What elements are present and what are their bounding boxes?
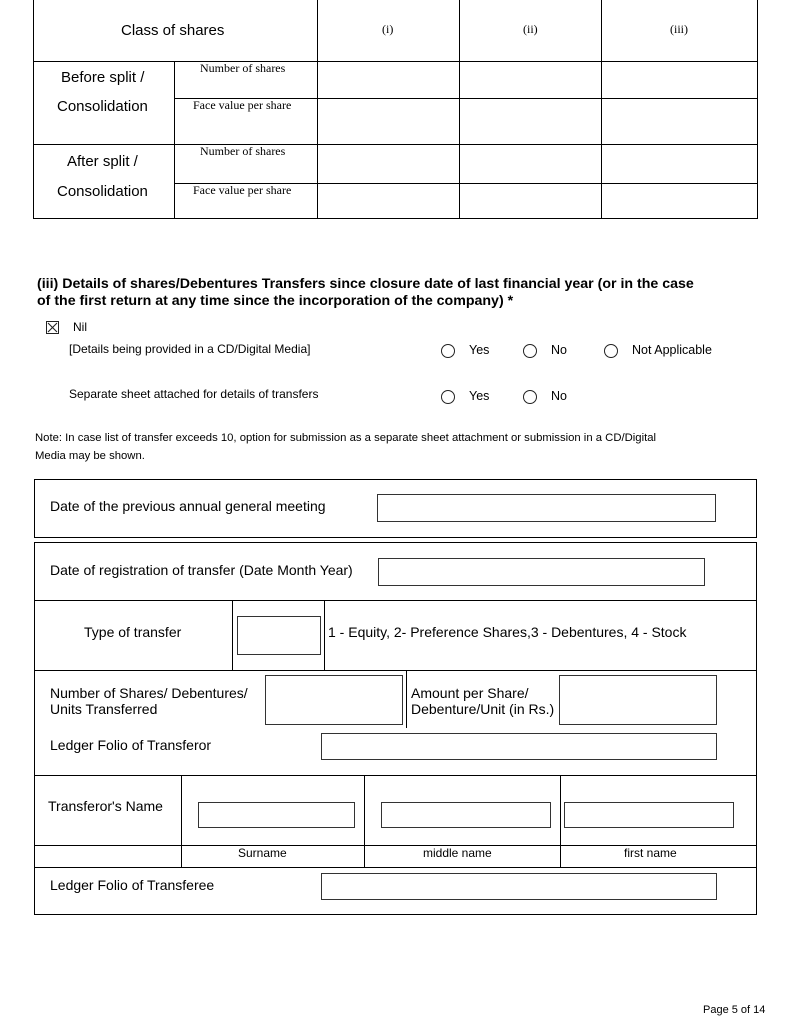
section-heading-line1: (iii) Details of shares/Debentures Transfers since closure date of last financial year (or in the case xyxy=(37,276,694,292)
first-name-caption: first name xyxy=(624,846,677,860)
sheet-no-label: No xyxy=(551,389,567,403)
middle-name-caption: middle name xyxy=(423,846,492,860)
ledger-transferor-label: Ledger Folio of Transferor xyxy=(50,737,212,753)
before-num-i-cell[interactable] xyxy=(318,62,459,98)
page-number: Page 5 of 14 xyxy=(703,1004,766,1016)
ledger-transferee-input[interactable] xyxy=(321,873,717,900)
after-face-value-label: Face value per share xyxy=(193,183,292,197)
col-header-ii: (ii) xyxy=(523,22,538,36)
before-face-iii-cell[interactable] xyxy=(602,99,757,144)
nil-label: Nil xyxy=(73,320,87,334)
after-face-ii-cell[interactable] xyxy=(460,184,601,218)
note-line2: Media may be shown. xyxy=(35,450,145,462)
ledger-transferee-label: Ledger Folio of Transferee xyxy=(50,877,215,893)
cd-na-radio[interactable] xyxy=(604,344,618,358)
amount-per-share-input[interactable] xyxy=(559,675,717,725)
amount-per-share-label-2: Debenture/Unit (in Rs.) xyxy=(411,701,555,717)
separate-sheet-label: Separate sheet attached for details of transfers xyxy=(69,387,319,401)
units-transferred-label-2: Units Transferred xyxy=(50,701,158,717)
transferor-surname-input[interactable] xyxy=(198,802,355,828)
before-face-value-label: Face value per share xyxy=(193,98,292,112)
cd-media-label: [Details being provided in a CD/Digital Media] xyxy=(69,342,311,356)
cd-no-radio[interactable] xyxy=(523,344,537,358)
surname-caption: Surname xyxy=(238,846,287,860)
before-num-ii-cell[interactable] xyxy=(460,62,601,98)
before-face-ii-cell[interactable] xyxy=(460,99,601,144)
col-header-iii: (iii) xyxy=(670,22,688,36)
nil-checkbox[interactable] xyxy=(46,321,59,334)
before-split-label: Before split / xyxy=(61,69,145,86)
cd-no-label: No xyxy=(551,343,567,357)
cd-yes-radio[interactable] xyxy=(441,344,455,358)
after-num-ii-cell[interactable] xyxy=(460,145,601,183)
transfer-date-input[interactable] xyxy=(378,558,705,586)
ledger-transferor-input[interactable] xyxy=(321,733,717,760)
col-header-i: (i) xyxy=(382,22,394,36)
after-consolidation-label: Consolidation xyxy=(57,183,148,200)
before-num-shares-label: Number of shares xyxy=(200,61,286,75)
before-num-iii-cell[interactable] xyxy=(602,62,757,98)
section-heading-line2: of the first return at any time since the incorporation of the company) * xyxy=(37,293,514,309)
transferor-name-label: Transferor's Name xyxy=(48,798,163,814)
amount-per-share-label-1: Amount per Share/ xyxy=(411,685,529,701)
after-num-shares-label: Number of shares xyxy=(200,144,286,158)
transfer-type-label: Type of transfer xyxy=(84,624,182,640)
sheet-no-radio[interactable] xyxy=(523,390,537,404)
after-split-label: After split / xyxy=(67,153,138,170)
units-transferred-label-1: Number of Shares/ Debentures/ xyxy=(50,685,248,701)
after-num-i-cell[interactable] xyxy=(318,145,459,183)
checked-x-icon xyxy=(47,322,58,333)
transferor-middle-name-input[interactable] xyxy=(381,802,551,828)
after-face-iii-cell[interactable] xyxy=(602,184,757,218)
before-face-i-cell[interactable] xyxy=(318,99,459,144)
note-line1: Note: In case list of transfer exceeds 10, option for submission as a separate sheet attachment or submission in a CD/Digital xyxy=(35,432,657,444)
before-consolidation-label: Consolidation xyxy=(57,98,148,115)
transfer-type-hint: 1 - Equity, 2- Preference Shares,3 - Debentures, 4 - Stock xyxy=(328,624,687,640)
agm-label: Date of the previous annual general meeting xyxy=(50,498,326,514)
units-transferred-input[interactable] xyxy=(265,675,403,725)
after-face-i-cell[interactable] xyxy=(318,184,459,218)
transferor-first-name-input[interactable] xyxy=(564,802,734,828)
agm-date-input[interactable] xyxy=(377,494,716,522)
sheet-yes-label: Yes xyxy=(469,389,490,403)
cd-yes-label: Yes xyxy=(469,343,490,357)
transfer-date-label: Date of registration of transfer (Date Month Year) xyxy=(50,562,353,578)
class-of-shares-header: Class of shares xyxy=(121,22,225,39)
cd-na-label: Not Applicable xyxy=(632,343,712,357)
transfer-type-input[interactable] xyxy=(237,616,321,655)
sheet-yes-radio[interactable] xyxy=(441,390,455,404)
after-num-iii-cell[interactable] xyxy=(602,145,757,183)
